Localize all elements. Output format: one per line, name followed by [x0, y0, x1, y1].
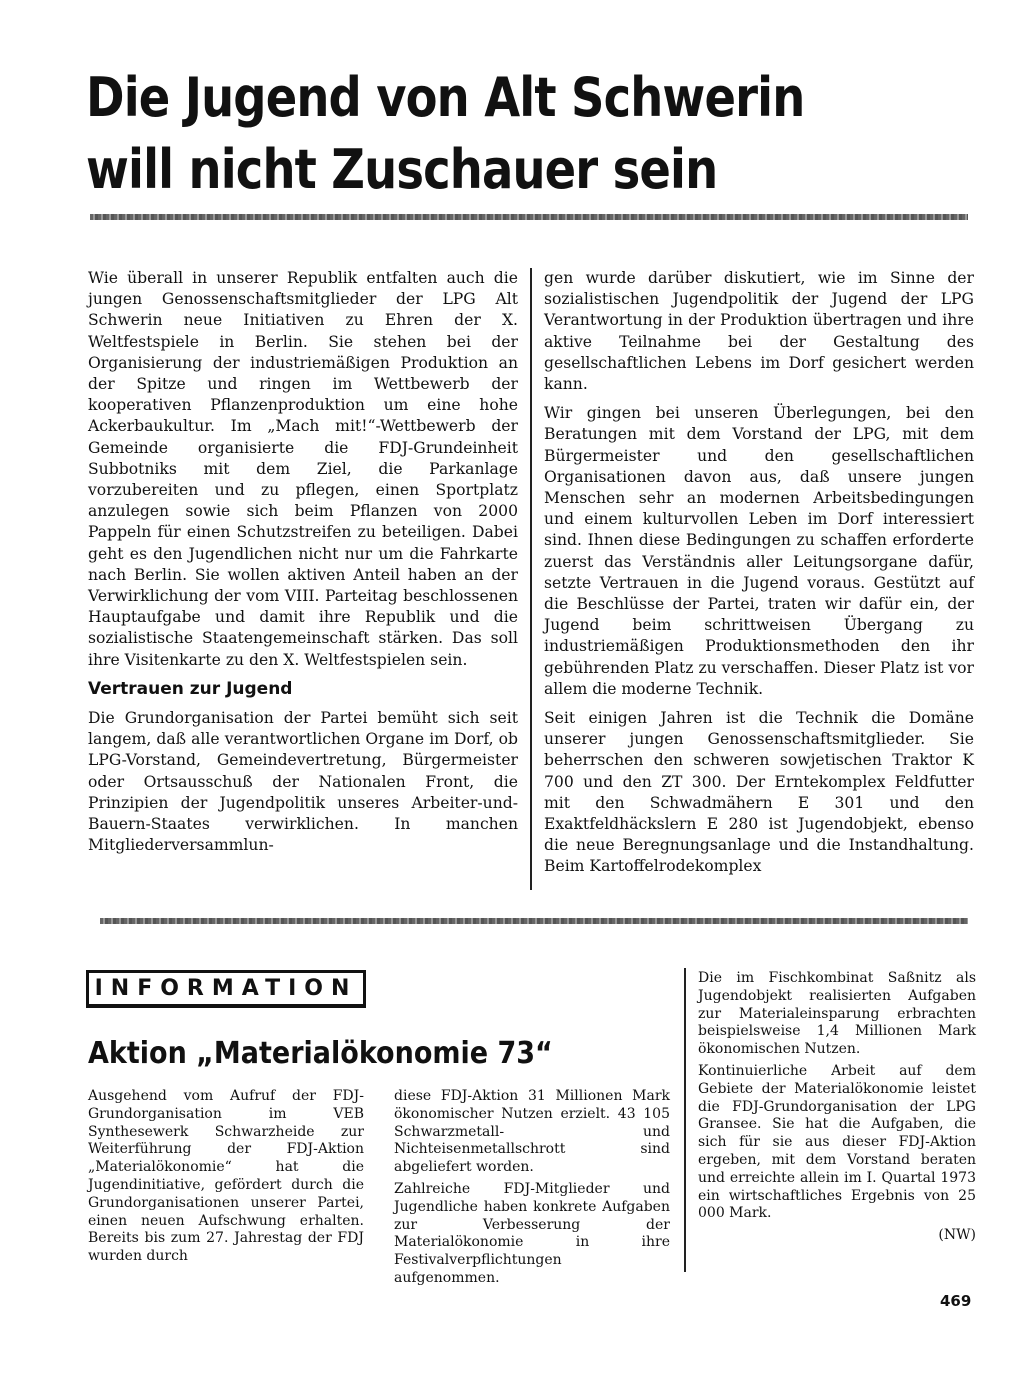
info-paragraph: Zahlreiche FDJ-Mitglieder und Jugendliche haben konkrete Aufgaben zur Verbesserung der Materialökonomie in ihre Festivalverpflichtungen aufgenommen. — [394, 1180, 670, 1286]
headline-line-1: Die Jugend von Alt Schwerin — [86, 66, 805, 129]
info-paragraph: Die im Fischkombinat Saßnitz als Jugendobjekt realisierten Aufgaben zur Materialeinsparung erbrachten beispielsweise 1,4 Millionen Mark ökonomischen Nutzen. — [698, 970, 976, 1058]
info-headline: Aktion „Materialökonomie 73“ — [88, 1036, 553, 1071]
headline-divider — [90, 214, 968, 220]
article-paragraph: gen wurde darüber diskutiert, wie im Sinne der sozialistischen Jugendpolitik der Jugend der LPG Verantwortung in der Produktion übertragen und ihre aktive Teilnahme bei der Gestaltung des gesellschaftlichen Lebens im Dorf gesichert werden kann. — [544, 269, 974, 394]
information-label: INFORMATION — [86, 970, 366, 1008]
info-column-divider — [684, 968, 686, 1272]
info-column-1 — [88, 1088, 364, 1270]
article-subheading: Vertrauen zur Jugend — [88, 678, 293, 699]
info-paragraph: diese FDJ-Aktion 31 Millionen Mark ökonomischer Nutzen erzielt. 43 105 Schwarzmetall- und Nichteisenmetallschrott sind abgeliefert worden. — [394, 1088, 670, 1176]
article-paragraph: Die Grundorganisation der Partei bemüht sich seit langem, daß alle verantwortlichen Organe im Dorf, ob LPG-Vorstand, Gemeindevertretung, Bürgermeister oder Ortsausschuß der Nationalen Front, die Prinzipien der Jugendpolitik unseres Arbeiter-und-Bauern-Staates verwirklichen. In manchen Mitgliederversammlun- — [88, 709, 518, 855]
article-paragraph: Wie überall in unserer Republik entfalten auch die jungen Genossenschaftsmitglieder der LPG Alt Schwerin neue Initiativen zu Ehren der X. Weltfestspiele in Berlin. Sie stehen bei der Organisierung der industriemäßigen Produktion an der Spitze und ringen im Wettbewerb der kooperativen Pflanzenproduktion um eine hohe Ackerbaukultur. Im „Mach mit!“-Wettbewerb der Gemeinde organisierte die FDJ-Grundeinheit Subbotniks mit dem Ziel, die Parkanlage vorzubereiten und zu pflegen, einen Sportplatz anzulegen sowie sich beim Pflanzen von 2000 Pappeln für einen Schutzstreifen zu beteiligen. Dabei geht es den Jugendlichen nicht nur um die Fahrkarte nach Berlin. Sie wollen aktiven Anteil haben an der Verwirklichung der vom VIII. Parteitag beschlossenen Hauptaufgabe und damit ihre Republik und die sozialistische Staatengemeinschaft stärken. Das soll ihre Visitenkarte zu den X. Weltfestspielen sein. — [88, 269, 518, 669]
info-column-3 — [698, 970, 976, 1245]
article-paragraph: Wir gingen bei unseren Überlegungen, bei den Beratungen mit dem Vorstand der LPG, mit dem Bürgermeister und den gesellschaftlichen Organisationen davon aus, daß unsere jungen Menschen sehr an modernen Arbeitsbedingungen und einem kulturvollen Leben im Dorf interessiert sind. Ihnen diese Bedingungen zu schaffen erforderte zuerst das Verständnis aller Leitungsorgane dafür, setzte Vertrauen in die Jugend voraus. Gestützt auf die Beschlüsse der Partei, traten wir dafür ein, der Jugend beim schrittweisen Übergang zu industriemäßigen Produktionsmethoden den ihr gebührenden Platz zu verschaffen. Dieser Platz ist vor allem die moderne Technik. — [544, 404, 974, 698]
section-divider — [100, 918, 968, 924]
article-column-2 — [544, 268, 974, 886]
info-paragraph: Kontinuierliche Arbeit auf dem Gebiete der Materialökonomie leistet die FDJ-Grundorganisation der LPG Gransee. Sie hat die Aufgaben, die sich für sie aus dieser FDJ-Aktion ergeben, mit dem Vorstand beraten und erreichte allein im I. Quartal 1973 ein wirtschaftliches Ergebnis von 25 000 Mark. — [698, 1062, 976, 1222]
article-paragraph: Seit einigen Jahren ist die Technik die Domäne unserer jungen Genossenschaftsmitglieder. Sie beherrschen den schweren sowjetischen Traktor K 700 und den ZT 300. Der Erntekomplex Feldfutter mit den Schwadmähern E 301 und den Exaktfeldhäckslern E 280 ist Jugendobjekt, ebenso die neue Beregnungsanlage und die Instandhaltung. Beim Kartoffelrodekomplex — [544, 709, 974, 876]
info-paragraph: Ausgehend vom Aufruf der FDJ-Grundorganisation im VEB Synthesewerk Schwarzheide zur Weiterführung der FDJ-Aktion „Materialökonomie“ hat die Jugendinitiative, gefördert durch die Grundorganisationen unserer Partei, einen neuen Aufschwung erhalten. Bereits bis zum 27. Jahrestag der FDJ wurden durch — [88, 1088, 364, 1265]
headline-line-2: will nicht Zuschauer sein — [86, 138, 718, 201]
article-column-1 — [88, 268, 518, 864]
page-number: 469 — [940, 1292, 972, 1310]
info-signature: (NW) — [938, 1227, 976, 1244]
column-divider — [530, 268, 532, 890]
info-column-2 — [394, 1088, 670, 1292]
article-headline — [86, 62, 843, 206]
